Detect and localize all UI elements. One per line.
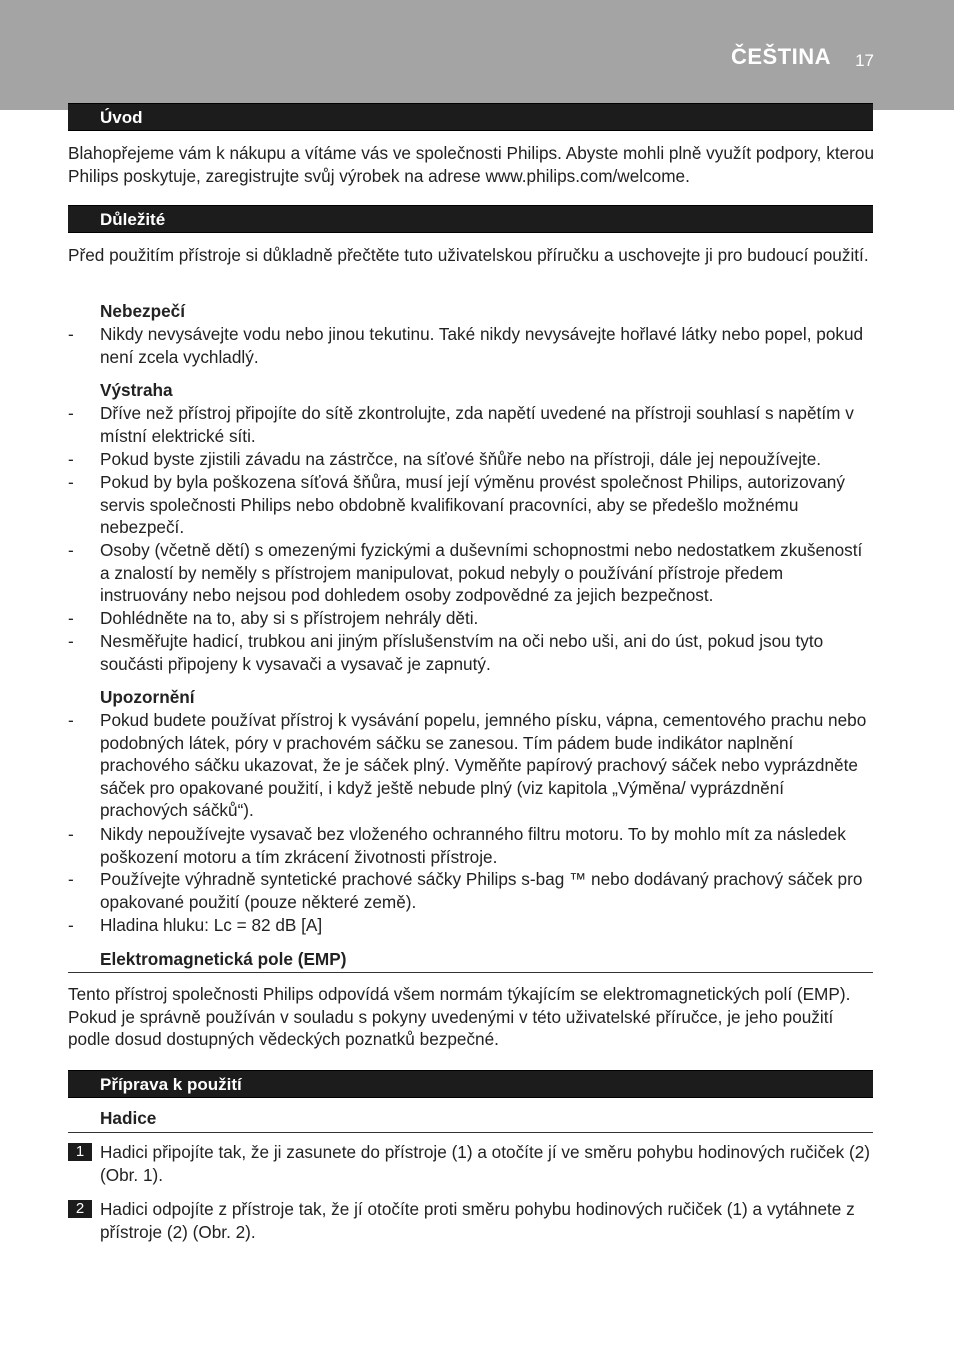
section-title: Příprava k použití bbox=[100, 1075, 242, 1094]
section-heading-priprava bbox=[68, 1070, 873, 1098]
step-item bbox=[68, 1198, 874, 1243]
list-item: - Hladina hluku: Lc = 82 dB [A] bbox=[68, 915, 323, 935]
list-item: - Pokud by byla poškozena síťová šňůra, musí její výměnu provést společnost Philips, autorizovaný servis společnosti Philips nebo obdobně kvalifikovaní pracovníci, aby se předešlo možnému nebezpečí. bbox=[68, 472, 845, 538]
list-item: - Pokud byste zjistili závadu na zástrčce, na síťové šňůře nebo na přístroji, dále jej nepoužívejte. bbox=[68, 449, 822, 469]
section-heading-dulezite bbox=[68, 205, 873, 233]
list-item: - Dohlédněte na to, aby si s přístrojem nehrály děti. bbox=[68, 608, 479, 628]
intro-paragraph: Blahopřejeme vám k nákupu a vítáme vás ve společnosti Philips. Abyste mohli plně využít podpory, kterou Philips poskytuje, zaregistrujte svůj výrobek na adrese www.philips.com/welcome. bbox=[68, 143, 874, 186]
list-item: - Osoby (včetně dětí) s omezenými fyzickými a duševními schopnostmi nebo nedostatkem zkušeností a znalostí by neměly s přístrojem manipulovat, pokud nebyly o používání přístroje předem instruovány nebo nejsou pod dohledem osoby zodpovědné za jejich bezpečnost. bbox=[68, 540, 863, 606]
list-item: - Nikdy nevysávejte vodu nebo jinou tekutinu. Také nikdy nevysávejte hořlavé látky nebo popel, pokud není zcela vychladlý. bbox=[68, 324, 864, 367]
subheading-danger: Nebezpečí bbox=[100, 301, 186, 321]
list-item: - Používejte výhradně syntetické prachové sáčky Philips s-bag ™ nebo dodávaný prachový sáček pro opakované použití (pouze některé země). bbox=[68, 869, 863, 912]
divider bbox=[68, 1132, 873, 1133]
subheading-warning: Výstraha bbox=[100, 380, 173, 400]
section-title: Důležité bbox=[100, 210, 166, 229]
subheading-emf: Elektromagnetická pole (EMP) bbox=[100, 949, 347, 969]
step-item bbox=[68, 1141, 874, 1186]
section-heading-uvod bbox=[68, 103, 873, 131]
step-text: Hadici připojíte tak, že ji zasunete do přístroje (1) a otočíte jí ve směru pohybu hodinových ručiček (2) (Obr. 1). bbox=[100, 1142, 870, 1185]
divider bbox=[68, 972, 873, 973]
emf-paragraph: Tento přístroj společnosti Philips odpovídá všem normám týkajícím se elektromagnetických polí (EMP). Pokud je správně používán v souladu s pokyny uvedenými v této uživatelské příručce, je jeho použití podle dosud dostupných vědeckých poznatků bezpečné. bbox=[68, 984, 851, 1050]
subheading-caution: Upozornění bbox=[100, 687, 195, 707]
important-intro: Před použitím přístroje si důkladně přečtěte tuto uživatelskou příručku a uschovejte ji pro budoucí použití. bbox=[68, 245, 869, 265]
list-item: - Nikdy nepoužívejte vysavač bez vloženého ochranného filtru motoru. To by mohlo mít za následek poškození motoru a tím zkrácení životnosti přístroje. bbox=[68, 824, 846, 867]
list-item: - Nesměřujte hadicí, trubkou ani jiným příslušenstvím na oči nebo uši, ani do úst, pokud jsou tyto součásti připojeny k vysavači a vysavač je zapnutý. bbox=[68, 631, 824, 674]
subheading-hose: Hadice bbox=[100, 1108, 157, 1128]
list-item: - Dříve než přístroj připojíte do sítě zkontrolujte, zda napětí uvedené na přístroji souhlasí s napětím v místní elektrické síti. bbox=[68, 403, 854, 446]
step-number: 1 bbox=[68, 1143, 92, 1161]
section-title: Úvod bbox=[100, 108, 143, 127]
step-number: 2 bbox=[68, 1200, 92, 1218]
step-text: Hadici odpojíte z přístroje tak, že jí otočíte proti směru pohybu hodinových ručiček (1) a vytáhnete z přístroje (2) (Obr. 2). bbox=[100, 1199, 855, 1242]
list-item: - Pokud budete používat přístroj k vysávání popelu, jemného písku, vápna, cementového prachu nebo podobných látek, póry v prachovém sáčku se zanesou. Tím pádem bude indikátor naplnění prachového sáčku ukazovat, že je sáček plný. Vyměňte papírový prachový sáček nebo vyprázdněte sáček pro opakované použití, i když ještě nebude plný (viz kapitola „Výměna/ vyprázdnění prachových sáčků“). bbox=[68, 710, 867, 821]
page-number: 17 bbox=[855, 51, 874, 70]
language-label: ČEŠTINA bbox=[730, 44, 831, 69]
